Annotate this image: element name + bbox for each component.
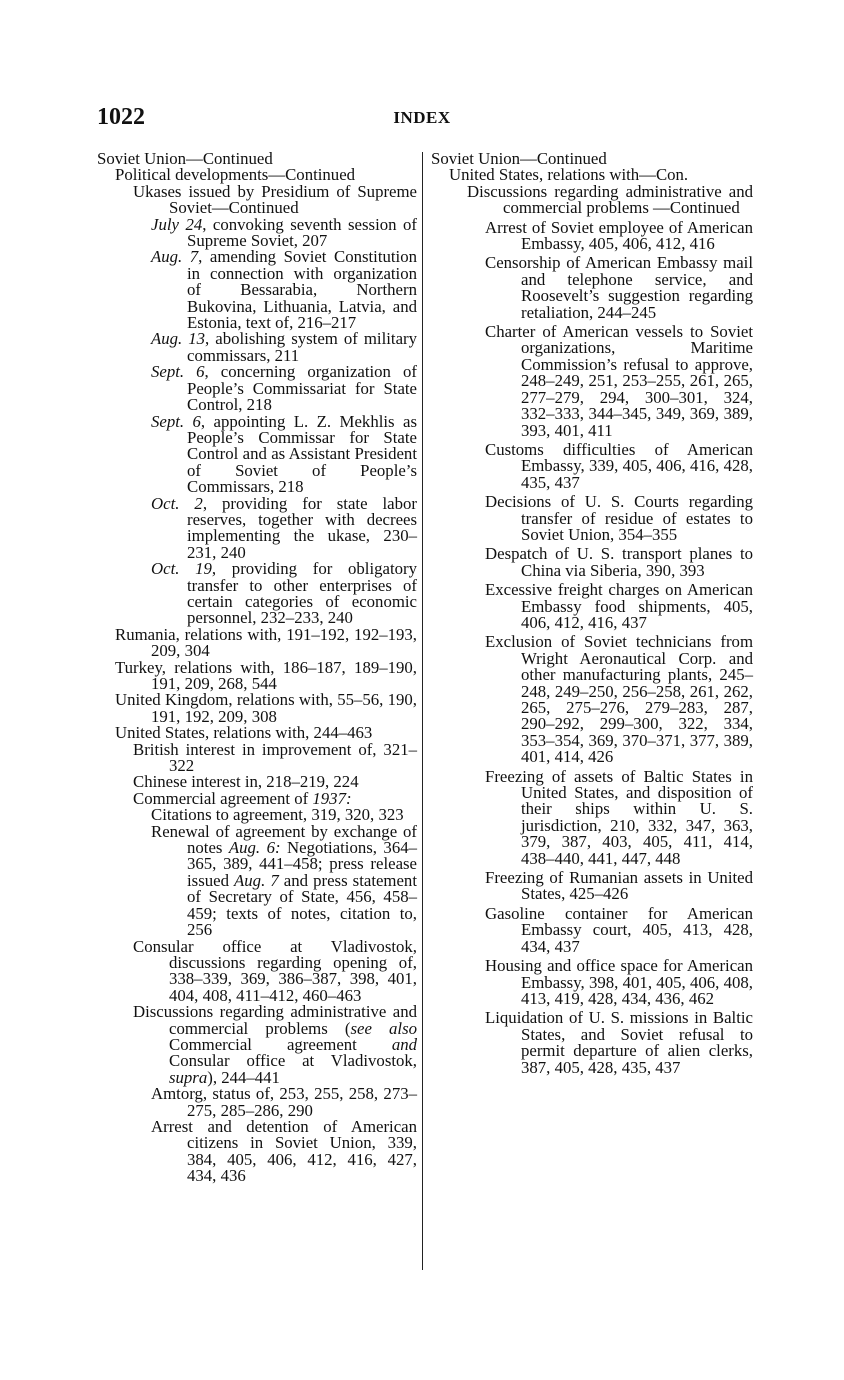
- index-entry: [97, 331, 417, 364]
- index-entry-text: and press statement of Secretary of State, 456, 458–459; texts of notes, citation to, 256: [187, 870, 417, 940]
- index-entry-italic: Aug. 7: [234, 870, 279, 890]
- index-entry-text: , amending Soviet Constitution in connection with organization of Bessarabia, Northern Bukovina, Lithuania, Latvia, and Estonia, text of, 216–217: [187, 247, 417, 333]
- index-entry-text: United States, relations with—Con.: [449, 165, 689, 185]
- index-entry-text: , convoking seventh session of Supreme Soviet, 207: [187, 214, 417, 251]
- index-entry-text: Negotiations, 364–365, 389, 441–458; press release issued: [187, 838, 417, 890]
- index-entry-text: Censorship of American Embassy mail and telephone service, and Roosevelt’s suggestion regarding retaliation, 244–245: [485, 253, 753, 322]
- index-entry: [431, 1010, 753, 1076]
- index-entry-italic: 1937:: [312, 788, 352, 808]
- index-entry: [431, 181, 753, 218]
- index-entry-text: Arrest and detention of American citizens in Soviet Union, 339, 384, 405, 406, 412, 416, 427, 434, 436: [151, 1116, 417, 1186]
- index-entry: [97, 1086, 417, 1119]
- index-entry-text: Customs difficulties of American Embassy, 339, 405, 406, 416, 428, 435, 437: [485, 439, 753, 492]
- index-entry: [97, 1004, 417, 1086]
- index-entry: [97, 214, 417, 251]
- index-entry: [97, 692, 417, 725]
- index-entry-text: Consular office at Vladivostok,: [169, 1051, 417, 1071]
- index-entry: [97, 821, 417, 940]
- index-entry: [97, 181, 417, 218]
- index-entry-text: Charter of American vessels to Soviet organizations, Maritime Commission’s refusal to approve, 248–249, 251, 253–255, 261, 265, 277–279, 294, 300–301, 324, 332–333, 344–345, 349, 369, 389, 393, 401, 411: [485, 322, 753, 440]
- index-entry-text: Chinese interest in, 218–219, 224: [133, 772, 359, 792]
- column-divider: [422, 152, 423, 1270]
- index-entry-italic: Aug. 7: [151, 247, 199, 267]
- index-entry-text: Discussions regarding administrative and commercial problems —Continued: [467, 181, 753, 218]
- index-entry-text: Freezing of Rumanian assets in United States, 425–426: [485, 868, 753, 904]
- index-entry-text: Decisions of U. S. Courts regarding transfer of residue of estates to Soviet Union, 354–355: [485, 492, 753, 544]
- index-entry-italic: Oct. 19: [151, 559, 212, 579]
- index-entry-text: British interest in improvement of, 321–322: [133, 739, 417, 776]
- index-entry: [431, 546, 753, 579]
- index-entry-text: Soviet Union—Continued: [431, 149, 607, 168]
- index-entry-italic: July 24: [151, 214, 203, 234]
- index-entry-text: , providing for obligatory transfer to other enterprises of certain categories of economic personnel, 232–233, 240: [187, 559, 417, 628]
- index-entry-text: Discussions regarding administrative and commercial problems (: [133, 1002, 417, 1038]
- index-entry: [97, 561, 417, 627]
- index-entry: [431, 255, 753, 321]
- index-entry-text: Exclusion of Soviet technicians from Wright Aeronautical Corp. and other manufacturing plants, 245–248, 249–250, 256–258, 261, 262, 265, 275–276, 279–283, 287, 290–292, 299–300, 322, 334, 353–354, 369, 370–371, 377, 389, 401, 414, 426: [485, 632, 753, 767]
- page-number: 1022: [97, 104, 145, 130]
- index-entry: [97, 936, 417, 1005]
- index-entry-text: Rumania, relations with, 191–192, 192–193, 209, 304: [115, 624, 417, 661]
- index-column-right: [431, 151, 753, 1076]
- index-entry: [431, 439, 753, 492]
- index-entry: [431, 958, 753, 1007]
- index-entry-italic: and: [391, 1034, 417, 1054]
- index-entry-italic: Aug. 6:: [228, 838, 281, 858]
- index-entry: [97, 624, 417, 661]
- index-entry-text: Soviet Union—Continued: [97, 149, 273, 168]
- index-entry-text: Commercial agreement: [169, 1034, 392, 1054]
- index-entry-italic: Sept. 6: [151, 362, 205, 382]
- index-entry: [97, 657, 417, 693]
- index-entry-text: United States, relations with, 244–463: [115, 723, 373, 743]
- index-entry: [431, 766, 753, 868]
- index-entry-text: Gasoline container for American Embassy court, 405, 413, 428, 434, 437: [485, 903, 753, 956]
- index-entry: [97, 493, 417, 562]
- index-entry-text: Amtorg, status of, 253, 255, 258, 273–275, 285–286, 290: [151, 1084, 417, 1120]
- index-entry-text: , providing for state labor reserves, together with decrees implementing the ukase, 230–231, 240: [187, 493, 417, 562]
- index-entry-text: Renewal of agreement by exchange of notes: [151, 821, 417, 858]
- index-entry-text: , appointing L. Z. Mekhlis as People’s Commissar for State Control and as Assistant President of Soviet of People’s Commissars, 218: [187, 411, 417, 497]
- index-entry: [431, 870, 753, 903]
- index-entry: [97, 411, 417, 497]
- index-entry: [431, 217, 753, 254]
- index-entry: [431, 903, 753, 956]
- index-entry: [97, 249, 417, 331]
- index-entry-text: Despatch of U. S. transport planes to China via Siberia, 390, 393: [485, 544, 753, 580]
- index-column-left: [97, 151, 417, 1185]
- index-entry-text: Housing and office space for American Embassy, 398, 401, 405, 406, 408, 413, 419, 428, 434, 436, 462: [485, 956, 753, 1008]
- index-entry-text: Turkey, relations with, 186–187, 189–190, 191, 209, 268, 544: [115, 657, 417, 693]
- index-entry: [431, 494, 753, 543]
- index-entry-text: ), 244–441: [207, 1067, 280, 1087]
- index-entry-text: Freezing of assets of Baltic States in United States, and disposition of their ships within U. S. jurisdiction, 210, 332, 347, 363, 379, 387, 403, 405, 411, 414, 438–440, 441, 447, 448: [485, 766, 753, 868]
- index-entry-text: , abolishing system of military commissars, 211: [187, 329, 417, 365]
- index-entry: [431, 582, 753, 631]
- index-entry-italic: supra: [169, 1067, 208, 1087]
- index-entry-text: Ukases issued by Presidium of Supreme Soviet—Continued: [133, 181, 417, 218]
- index-entry-text: Consular office at Vladivostok, discussions regarding opening of, 338–339, 369, 386–387, 398, 401, 404, 408, 411–412, 460–463: [133, 936, 417, 1005]
- index-entry-text: Arrest of Soviet employee of American Embassy, 405, 406, 412, 416: [485, 217, 753, 254]
- index-entry: [431, 324, 753, 439]
- index-entry: [431, 634, 753, 765]
- index-entry-italic: Oct. 2: [151, 493, 203, 513]
- index-entry-text: Political developments—Continued: [115, 165, 356, 185]
- index-entry-text: Citations to agreement, 319, 320, 323: [151, 805, 404, 825]
- index-entry: [97, 1116, 417, 1186]
- index-entry-text: , concerning organization of People’s Commissariat for State Control, 218: [187, 362, 417, 415]
- index-entry: [97, 739, 417, 776]
- index-entry: [97, 364, 417, 413]
- index-entry-text: United Kingdom, relations with, 55–56, 190, 191, 192, 209, 308: [115, 690, 417, 726]
- index-entry-text: Liquidation of U. S. missions in Baltic States, and Soviet refusal to permit departure of alien clerks, 387, 405, 428, 435, 437: [485, 1008, 753, 1077]
- index-entry-italic: see also: [350, 1018, 417, 1038]
- index-entry-italic: Sept. 6: [151, 411, 201, 431]
- running-head: INDEX: [393, 108, 451, 127]
- index-entry-italic: Aug. 13: [151, 329, 206, 349]
- index-entry-text: Commercial agreement of: [133, 788, 313, 808]
- index-entry-text: Excessive freight charges on American Embassy food shipments, 405, 406, 412, 416, 437: [485, 580, 753, 632]
